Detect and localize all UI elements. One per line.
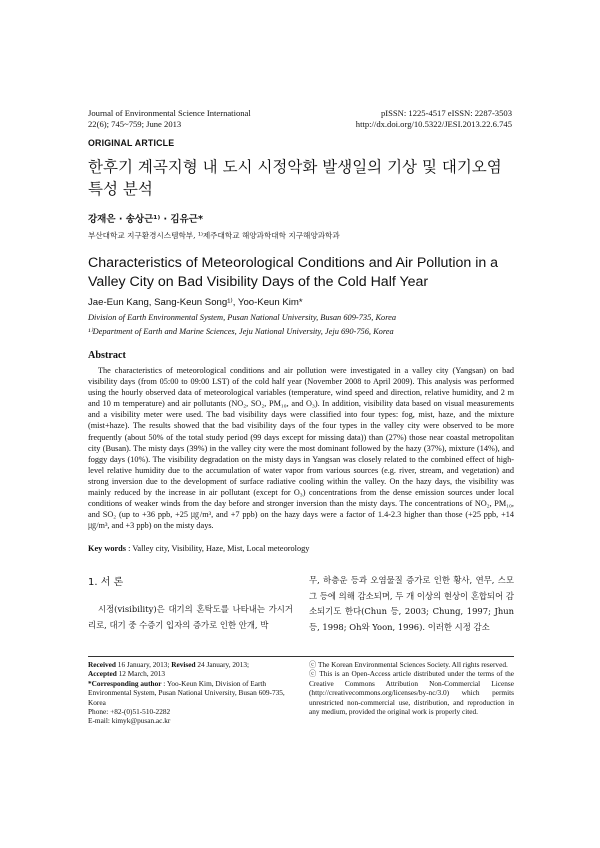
accepted-label: Accepted — [88, 669, 117, 679]
license-notice: ⓒ This is an Open-Access article distributed under the terms of the Creative Commons Attribution Non-Commercial License (http://creativecommons.org/licenses/by-nc/3.0) which permits unrestricted non-commercial use, distribution, and reproduction in any medium, provided the original work is properly cited. — [309, 669, 514, 717]
corresponding-author — [88, 679, 293, 707]
intro-left-column: 시정(visibility)은 대기의 혼탁도를 나타내는 가시거리로, 대기 중 수증기 입자의 증가로 인한 안개, 박 — [88, 604, 293, 630]
issn: pISSN: 1225-4517 eISSN: 2287-3503 — [380, 108, 512, 118]
korean-title-line2: 특성 분석 — [88, 180, 153, 198]
english-affiliation-2: ¹⁾Department of Earth and Marine Sciences, Jeju National University, Jeju 690-756, Korea — [88, 327, 394, 336]
footnote-right — [309, 660, 514, 716]
revised-label: Revised — [171, 660, 196, 669]
phone: Phone: +82-(0)51-510-2282 — [88, 707, 171, 717]
received-date: 16 January, 2013; — [115, 660, 172, 669]
english-authors: Jae-Eun Kang, Sang-Keun Song¹⁾, Yoo-Keun Kim* — [88, 297, 303, 308]
abstract-heading: Abstract — [88, 350, 126, 361]
intro-right-column: 무, 하층운 등과 오염물질 증가로 인한 황사, 연무, 스모그 등에 의해 감소되며, 두 개 이상의 현상이 혼합되어 감소되기도 한다(Chun 등, 2003; Chung, 1997; Jhun 등, 1998; Oh와 Yoon, 1996). 이러한 시정 감소 — [309, 575, 514, 632]
received-label: Received — [88, 660, 116, 669]
journal-issue: 22(6); 745~759; June 2013 — [88, 119, 182, 129]
dates-line-1 — [88, 660, 293, 669]
copyright-notice: ⓒ The Korean Environmental Sciences Society. All rights reserved. — [309, 660, 508, 669]
keywords-values: : Valley city, Visibility, Haze, Mist, Local meteorology — [126, 544, 310, 553]
korean-title-line1: 한후기 계곡지형 내 도시 시정악화 발생일의 기상 및 대기오염 — [88, 158, 502, 176]
footnote-divider — [88, 656, 514, 657]
keywords-label: Key words — [88, 544, 127, 553]
revised-date: 24 January, 2013; — [195, 660, 249, 669]
section-heading-introduction: 1. 서 론 — [88, 577, 124, 588]
english-affiliation-1: Division of Earth Environmental System, Pusan National University, Busan 609-735, Korea — [88, 313, 397, 322]
corresponding-label: *Corresponding author — [88, 678, 162, 688]
corresponding-text: : Yoo-Keun Kim, Division of Earth Environmental System, Pusan National University, Busan 609-735, Korea — [88, 678, 285, 707]
journal-header-left — [88, 108, 251, 130]
article-type: ORIGINAL ARTICLE — [88, 138, 175, 148]
journal-name: Journal of Environmental Science International — [88, 108, 251, 118]
doi-link[interactable]: http://dx.doi.org/10.5322/JESI.2013.22.6.745 — [355, 119, 512, 129]
email[interactable]: E-mail: kimyk@pusan.ac.kr — [88, 716, 171, 726]
korean-affiliation: 부산대학교 지구환경시스템학부, ¹⁾제주대학교 해양과학대학 지구해양과학과 — [88, 231, 340, 240]
journal-header-right — [356, 108, 512, 130]
footnote-left — [88, 660, 293, 726]
korean-title — [88, 156, 518, 200]
accepted-date: 12 March, 2013 — [116, 669, 166, 679]
english-title: Characteristics of Meteorological Conditions and Air Pollution in a Valley City on Bad Visibility Days of the Cold Half Year — [88, 255, 499, 290]
korean-authors: 강재은 · 송상근¹⁾ · 김유근* — [88, 214, 203, 225]
abstract-text: The characteristics of meteorological conditions and air pollution were investigated in a valley city (Yangsan) on bad visibility days (from 05:00 to 09:00 LST) of the cold half year (November 2008 to April 2009). This analysis was performed using the hourly observed data of meteorological variables (temperature, wind speed and direction, relative humidity, and 2 m and 10 m temperature) and air pollutants (NO₂, SO₂, PM₁₀, and O₃). In addition, visibility data based on visual measurements and a visibility meter were used. The bad visibility days were classified into four types: fog, mist, haze, and the mixture (mist+haze). The results showed that the bad visibility days of the four types in the valley city were observed to be more frequently (about 50% of the total study period (99 days except for missing data)) than (27%) those near coastal metropolitan city (Busan). The misty days (39%) in the valley city were the most dominant followed by the hazy (37%), mixture (14%), and foggy days (10%). The visibility degradation on the misty days in Yangsan was closely related to the combined effect of high-level relative humidity due to the accumulation of water vapor from various sources (e.g. river, stream, and vegetation) and strong inversion due to the development of surface radiative cooling within the valley. On the hazy days, the visibility was mainly reduced by the increase in air pollutant (except for O₃) concentrations from the dense emission sources under local conditions of weaker winds from the day before and stronger inversion than the misty days. The concentrations of NO₂, PM₁₀, and SO₂ (up to +36 ppb, +25 ㎍/m³, and +7 ppb) on the hazy days were a factor of 1.4-2.3 higher than those (+25 ppb, +14 ㎍/m³, and +3 ppb) on the misty days. — [88, 366, 514, 531]
keywords — [88, 544, 309, 553]
dates-line-2 — [88, 669, 293, 678]
